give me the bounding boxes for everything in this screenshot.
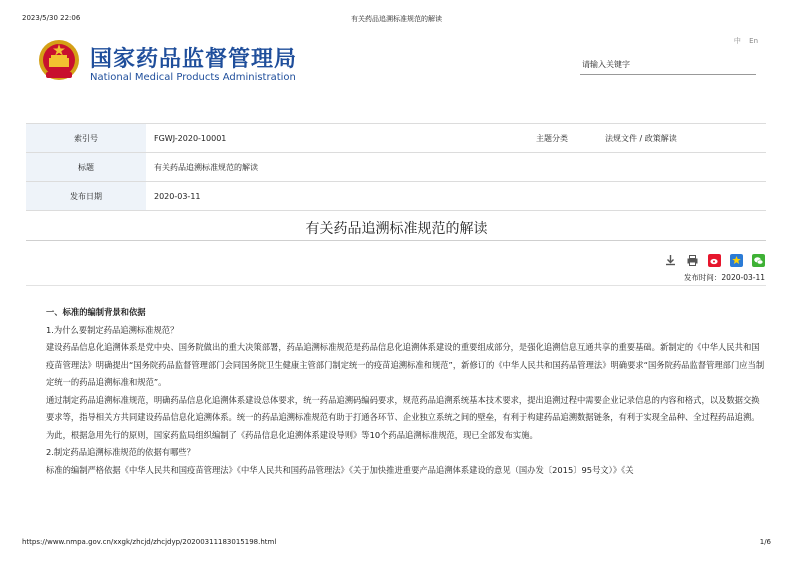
wechat-icon[interactable]	[752, 252, 765, 265]
meta-date-value: 2020-03-11	[146, 182, 766, 211]
section-heading: 一、标准的编制背景和依据	[46, 307, 146, 317]
content-divider	[26, 285, 766, 286]
lang-cn-link[interactable]: 中	[733, 37, 741, 45]
article-title: 有关药品追溯标准规范的解读	[305, 221, 488, 237]
publish-time: 发布时间：2020-03-11	[683, 273, 765, 282]
meta-category-value: 法规文件 / 政策解读	[595, 124, 766, 153]
paragraph: 标准的编制严格依据《中华人民共和国疫苗管理法》《中华人民共和国药品管理法》《关于加快推进重要产品追溯体系建设的意见（国办发〔2015〕95号文）》《关	[46, 464, 634, 475]
search-box	[580, 52, 756, 75]
document-meta-table	[26, 123, 766, 211]
meta-row-date	[26, 182, 766, 211]
meta-row-index	[26, 124, 766, 153]
search-input[interactable]	[580, 55, 758, 75]
print-page-number: 1/6	[759, 538, 771, 546]
meta-category-label: 主题分类	[509, 124, 595, 153]
site-name-en: National Medical Products Administration	[90, 72, 296, 83]
favorite-icon[interactable]	[730, 252, 743, 265]
paragraph: 建设药品信息化追溯体系是党中央、国务院做出的重大决策部署，药品追溯标准规范是药品信息化追溯体系建设的重要组成部分，是强化追溯信息互通共享的重要基础。新制定的《中华人民共和国疫苗管理法》明确提出“国务院药品监督管理部门会同国务院卫生健康主管部门制定统一的疫苗追溯标准和规范”，新修订的《中华人民共和国药品管理法》明确要求“国务院药品监督管理部门应当制定统一的药品追溯标准和规范”。	[46, 342, 765, 387]
download-icon[interactable]	[664, 252, 677, 265]
share-toolbar	[660, 248, 765, 262]
meta-date-label: 发布日期	[26, 182, 146, 211]
meta-index-label: 索引号	[26, 124, 146, 153]
paragraph: 通过制定药品追溯标准规范，明确药品信息化追溯体系建设总体要求，统一药品追溯码编码要求，规范药品追溯系统基本技术要求，提出追溯过程中需要企业记录信息的内容和格式，以及数据交换要求等，指导相关方共同建设药品信息化追溯体系。统一的药品追溯标准规范有助于打通各环节、企业独立系统之间的壁垒，有利于构建药品追溯数据链条，有利于实现全品种、全过程药品追溯。	[46, 394, 760, 422]
question-heading: 1.为什么要制定药品追溯标准规范？	[46, 324, 179, 335]
title-divider	[26, 240, 766, 241]
meta-index-value: FGWJ-2020-10001	[146, 124, 509, 153]
weibo-icon[interactable]	[708, 252, 721, 265]
lang-en-link[interactable]: En	[749, 37, 758, 45]
article-body	[46, 304, 766, 479]
print-footer	[22, 538, 771, 550]
site-name-cn: 国家药品监督管理局	[90, 47, 298, 72]
print-doc-title: 有关药品追溯标准规范的解读	[351, 15, 442, 23]
question-heading: 2.制定药品追溯标准规范的依据有哪些？	[46, 447, 195, 457]
language-switcher	[728, 36, 758, 46]
meta-title-label: 标题	[26, 153, 146, 182]
print-header	[22, 14, 771, 26]
meta-row-title	[26, 153, 766, 182]
print-url: https://www.nmpa.gov.cn/xxgk/zhcjd/zhcjdyp/20200311183015198.html	[22, 538, 277, 546]
paragraph: 为此，根据急用先行的原则，国家药监局组织编制了《药品信息化追溯体系建设导则》等10个药品追溯标准规范，现已全部发布实施。	[46, 429, 538, 440]
site-masthead	[36, 38, 766, 88]
print-datetime: 2023/5/30 22:06	[22, 14, 81, 22]
meta-title-value: 有关药品追溯标准规范的解读	[146, 153, 766, 182]
print-icon[interactable]	[686, 252, 699, 265]
national-emblem-icon	[36, 38, 82, 84]
